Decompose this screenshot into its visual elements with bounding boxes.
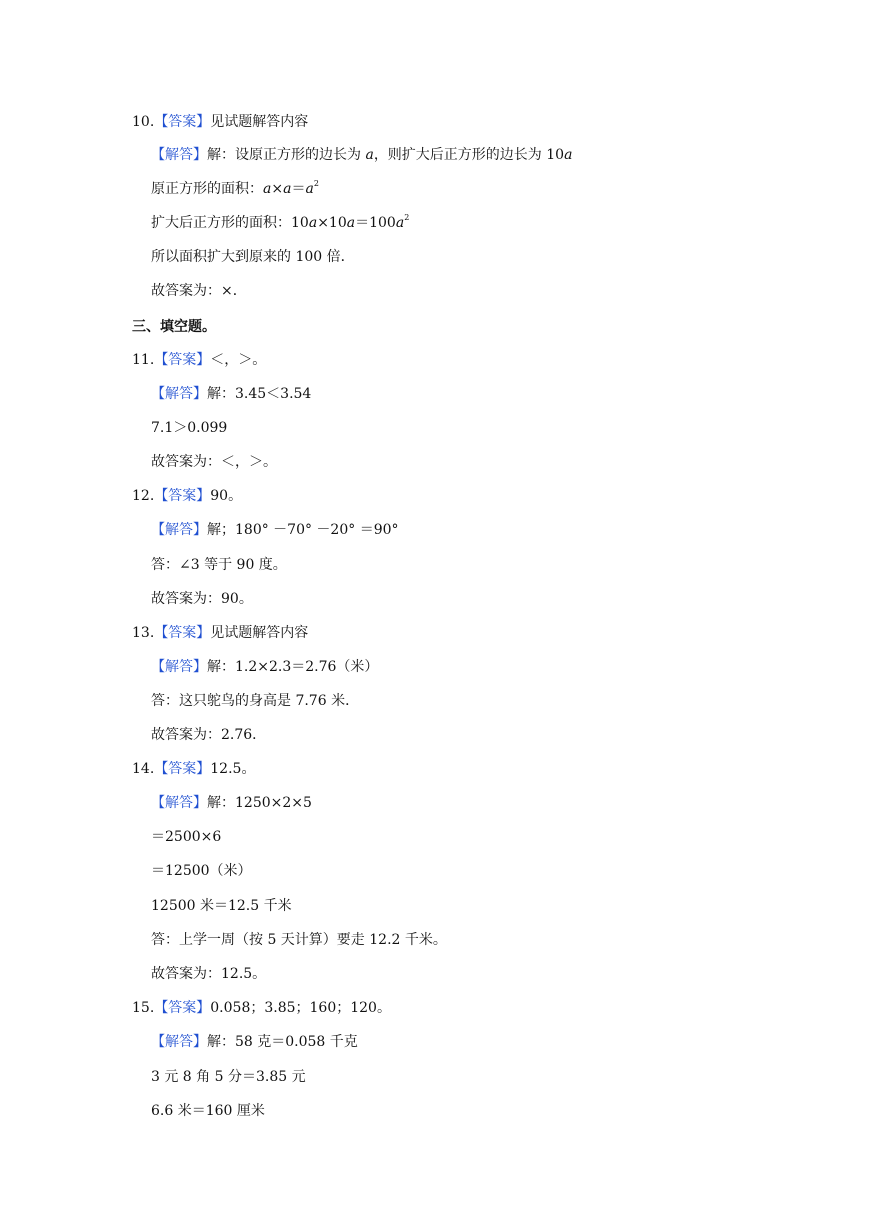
- q10-var: a: [346, 215, 356, 231]
- q10-var: a: [283, 181, 292, 197]
- q12-answer-tag: 【答案】: [154, 488, 211, 504]
- q10-text: ，则扩大后正方形的边长为 10: [373, 147, 565, 163]
- q10-final: 故答案为：×．: [151, 283, 247, 299]
- q12-answer-line: [132, 487, 242, 505]
- q11-text: 解：3.45＜3.54: [207, 386, 312, 402]
- q14-answer-tag: 【答案】: [154, 761, 211, 777]
- q13-solution-tag: 【解答】: [151, 659, 207, 675]
- q10-op: ＝: [291, 181, 306, 197]
- q10-solution-line: [151, 146, 572, 164]
- q14-solution-line: [151, 794, 312, 812]
- q10-text: ＝100: [355, 215, 396, 231]
- q11-line2: 7.1＞0.099: [151, 420, 228, 436]
- q11-answer-tag: 【答案】: [154, 352, 211, 368]
- q10-conclusion: 所以面积扩大到原来的 100 倍．: [151, 249, 355, 265]
- q11-answer-line: [132, 351, 266, 369]
- q10-var: a: [564, 147, 573, 163]
- q11-solution-line: [151, 385, 311, 403]
- q13-line2: 答：这只鸵鸟的身高是 7.76 米．: [151, 693, 360, 709]
- q11-answer: ＜，＞。: [210, 352, 267, 368]
- q15-answer-line: [132, 999, 391, 1017]
- q13-solution-line: [151, 658, 378, 676]
- q13-answer: 见试题解答内容: [210, 625, 309, 641]
- q10-text: 解：设原正方形的边长为: [207, 147, 366, 163]
- q10-superscript: 2: [404, 213, 410, 222]
- q10-var: a: [263, 181, 272, 197]
- q15-answer: 0.058；3.85；160；120。: [210, 1000, 391, 1016]
- q10-answer-line: [132, 113, 308, 131]
- q13-answer-tag: 【答案】: [154, 625, 211, 641]
- q10-text: 原正方形的面积：: [151, 181, 263, 197]
- q12-number: 12.: [132, 488, 155, 504]
- q14-number: 14.: [132, 761, 155, 777]
- q11-solution-tag: 【解答】: [151, 386, 207, 402]
- q13-number: 13.: [132, 625, 155, 641]
- q11-number: 11.: [132, 352, 155, 368]
- q10-var: a: [305, 181, 314, 197]
- q10-text: ×10: [317, 215, 347, 231]
- q14-answer-line: [132, 760, 255, 778]
- q10-var: a: [308, 215, 318, 231]
- q10-op: ×: [271, 181, 284, 197]
- q10-answer-tag: 【答案】: [154, 114, 211, 130]
- q10-superscript: 2: [313, 179, 319, 188]
- q14-line3: ＝12500（米）: [151, 863, 252, 879]
- q15-text: 解：58 克＝0.058 千克: [207, 1034, 358, 1050]
- q15-line3: 6.6 米＝160 厘米: [151, 1103, 265, 1119]
- section-heading: 三、填空题。: [132, 319, 216, 335]
- q10-answer: 见试题解答内容: [210, 114, 309, 130]
- q13-final: 故答案为：2.76．: [151, 727, 267, 743]
- q14-final: 故答案为：12.5。: [151, 966, 267, 982]
- q12-final: 故答案为：90。: [151, 591, 253, 607]
- q10-solution-tag: 【解答】: [151, 147, 207, 163]
- q15-solution-tag: 【解答】: [151, 1034, 207, 1050]
- q15-number: 15.: [132, 1000, 155, 1016]
- q12-line2: 答：∠3 等于 90 度。: [151, 557, 287, 573]
- q13-text: 解：1.2×2.3＝2.76（米）: [207, 659, 379, 675]
- q14-answer: 12.5。: [210, 761, 256, 777]
- q10-var: a: [365, 147, 374, 163]
- q14-solution-tag: 【解答】: [151, 795, 207, 811]
- q14-line5: 答：上学一周（按 5 天计算）要走 12.2 千米。: [151, 932, 447, 948]
- q12-text: 解；180° －70° －20° ＝90°: [207, 522, 399, 538]
- q15-line2: 3 元 8 角 5 分＝3.85 元: [151, 1069, 306, 1085]
- q14-text: 解：1250×2×5: [207, 795, 312, 811]
- q10-number: 10.: [132, 114, 155, 130]
- q11-final: 故答案为：＜，＞。: [151, 454, 277, 470]
- q12-solution-tag: 【解答】: [151, 522, 207, 538]
- q10-area-original: [151, 180, 319, 198]
- q12-answer: 90。: [210, 488, 243, 504]
- q10-var: a: [395, 215, 405, 231]
- q15-solution-line: [151, 1033, 358, 1051]
- q10-area-enlarged: [151, 214, 409, 232]
- q10-text: 扩大后正方形的面积：10: [151, 215, 309, 231]
- q15-answer-tag: 【答案】: [154, 1000, 211, 1016]
- q12-solution-line: [151, 521, 399, 539]
- q14-line2: ＝2500×6: [151, 829, 222, 845]
- q14-line4: 12500 米＝12.5 千米: [151, 898, 292, 914]
- q13-answer-line: [132, 624, 308, 642]
